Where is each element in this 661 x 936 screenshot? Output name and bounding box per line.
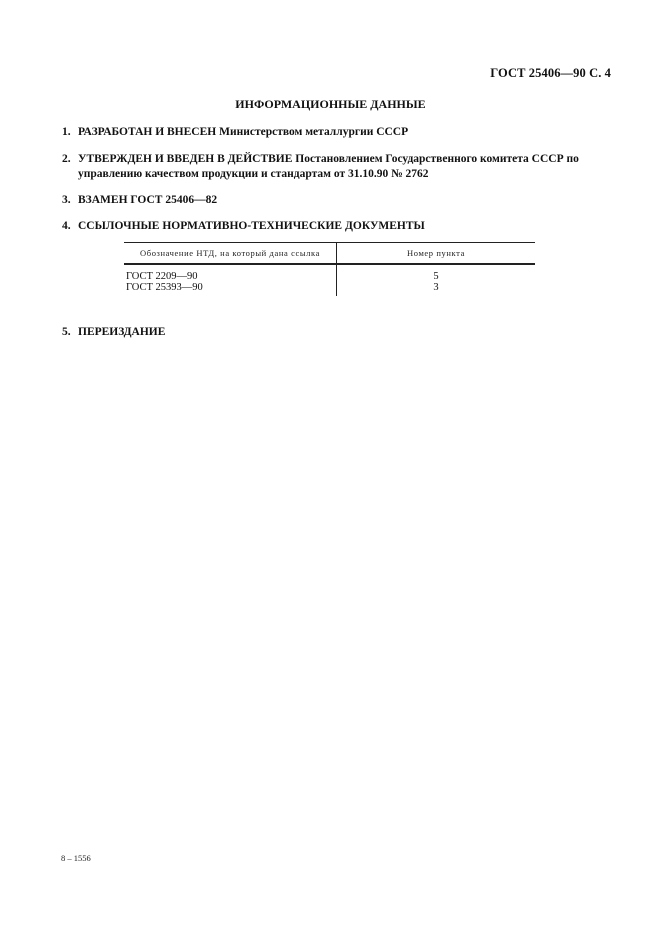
- item-number: 2.: [62, 153, 71, 165]
- table-header-row: [124, 243, 535, 265]
- reference-documents-table: [124, 242, 535, 296]
- info-item-1: [62, 125, 607, 140]
- item-text: Постановлением Государственного комитета СССР по: [292, 153, 579, 165]
- item-lead: УТВЕРЖДЕН И ВВЕДЕН В ДЕЙСТВИЕ: [78, 153, 293, 165]
- document-designation: ГОСТ 2209—90: [124, 264, 337, 282]
- info-item-3: [62, 193, 607, 208]
- item-number: 4.: [62, 220, 71, 232]
- table-row: [124, 282, 535, 296]
- print-order-code: 8 – 1556: [61, 853, 91, 863]
- item-lead: РАЗРАБОТАН И ВНЕСЕН: [78, 126, 217, 138]
- item-text: Министерством металлургии СССР: [216, 126, 409, 138]
- section-title: ИНФОРМАЦИОННЫЕ ДАННЫЕ: [235, 97, 426, 111]
- info-item-4: [62, 219, 607, 234]
- item-lead: ВЗАМЕН ГОСТ 25406—82: [78, 194, 218, 206]
- item-lead: ССЫЛОЧНЫЕ НОРМАТИВНО-ТЕХНИЧЕСКИЕ ДОКУМЕНТЫ: [78, 220, 425, 232]
- clause-number: 5: [433, 271, 439, 282]
- item-number: 1.: [62, 126, 71, 138]
- table-row: [124, 264, 535, 282]
- clause-number: 3: [433, 282, 439, 293]
- document-designation: ГОСТ 25393—90: [124, 282, 337, 296]
- item-number: 5.: [62, 326, 71, 338]
- info-item-5: [62, 325, 607, 340]
- column-header-document: Обозначение НТД, на который дана ссылка: [124, 243, 337, 265]
- item-text-continuation: управлению качеством продукции и стандартам от 31.10.90 № 2762: [78, 168, 429, 180]
- info-item-2: [62, 152, 607, 182]
- standard-reference: ГОСТ 25406—90 С. 4: [490, 66, 611, 80]
- item-number: 3.: [62, 194, 71, 206]
- item-lead: ПЕРЕИЗДАНИЕ: [78, 326, 166, 338]
- column-header-clause: Номер пункта: [337, 243, 536, 265]
